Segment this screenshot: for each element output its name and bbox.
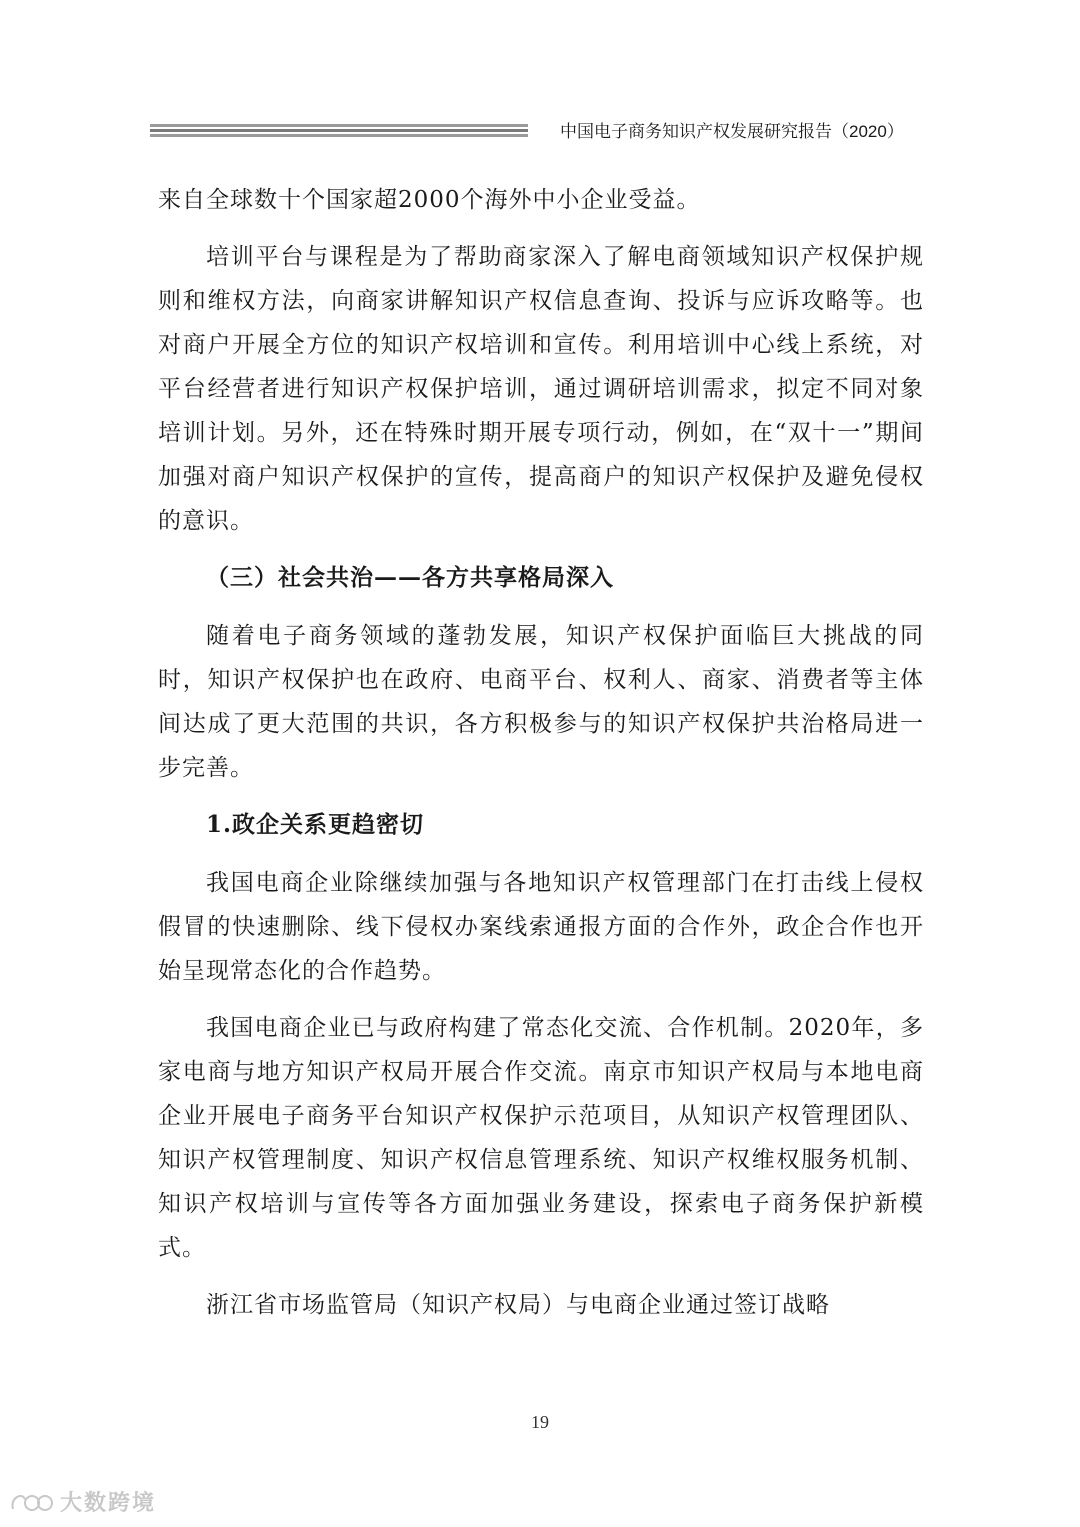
page-number: 19	[531, 1412, 549, 1432]
watermark-text: 大数跨境	[60, 1491, 157, 1516]
running-header-title: 中国电子商务知识产权发展研究报告（2020）	[560, 122, 904, 141]
header-decorative-bars	[150, 124, 528, 139]
paragraph-zhejiang: 浙江省市场监管局（知识产权局）与电商企业通过签订战略	[206, 1292, 830, 1318]
header-bar-bottom	[150, 134, 528, 137]
paragraph-co-governance: 随着电子商务领域的蓬勃发展，知识产权保护面临巨大挑战的同时，知识产权保护也在政府、电商平台、权利人、商家、消费者等主体间达成了更大范围的共识，各方积极参与的知识产权保护共治格局进一步完善。	[158, 623, 924, 781]
paragraph-regular-mechanism: 我国电商企业已与政府构建了常态化交流、合作机制。2020年，多家电商与地方知识产权局开展合作交流。南京市知识产权局与本地电商企业开展电子商务平台知识产权保护示范项目，从知识产权管理团队、知识产权管理制度、知识产权信息管理系统、知识产权维权服务机制、知识产权培训与宣传等各方面加强业务建设，探索电子商务保护新模式。	[158, 1015, 924, 1261]
header-bar-middle	[150, 129, 528, 132]
watermark	[10, 1486, 156, 1517]
section-heading: （三）社会共治——各方共享格局深入	[206, 564, 614, 591]
paragraph-training-platform: 培训平台与课程是为了帮助商家深入了解电商领域知识产权保护规则和维权方法，向商家讲解知识产权信息查询、投诉与应诉攻略等。也对商户开展全方位的知识产权培训和宣传。利用培训中心线上系统，对平台经营者进行知识产权保护培训，通过调研培训需求，拟定不同对象培训计划。另外，还在特殊时期开展专项行动，例如，在“双十一”期间加强对商户知识产权保护的宣传，提高商户的知识产权保护及避免侵权的意识。	[158, 244, 924, 534]
subsection-heading: 1.政企关系更趋密切	[206, 811, 425, 838]
watermark-logo-icon	[10, 1489, 54, 1515]
paragraph-continuation: 来自全球数十个国家超2000个海外中小企业受益。	[158, 187, 701, 213]
paragraph-gov-enterprise: 我国电商企业除继续加强与各地知识产权管理部门在打击线上侵权假冒的快速删除、线下侵权办案线索通报方面的合作外，政企合作也开始呈现常态化的合作趋势。	[158, 870, 924, 984]
header-bar-top	[150, 124, 528, 127]
page-body	[158, 178, 924, 1340]
